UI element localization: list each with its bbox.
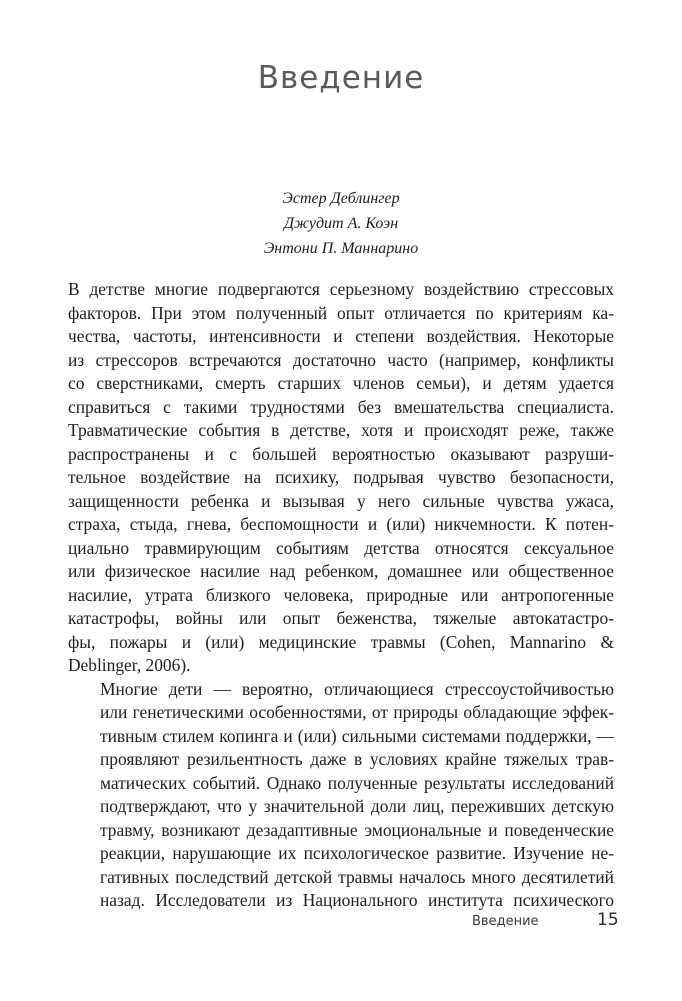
author-name: Джудит А. Коэн	[283, 215, 399, 232]
text-line: или физическое насилие над ребенком, домашнее или общественное	[68, 561, 614, 581]
text-line: защищенности ребенка и вызывая у него сильные чувства ужаса,	[68, 490, 614, 511]
text-line: чества, частоты, интенсивности и степени воздействия. Некоторые	[68, 326, 614, 346]
text-line: проявляют резильентность даже в условиях крайне тяжелых трав-	[100, 749, 614, 769]
paragraph	[68, 678, 614, 913]
text-line: распространены и с большей вероятностью оказывают разруши-	[68, 443, 614, 464]
text-line: страха, стыда, гнева, беспомощности и (или) никчемности. К потен-	[68, 514, 614, 534]
author-name: Энтони П. Маннарино	[263, 240, 419, 257]
text-line: циально травмирующим событиям детства относятся сексуальное	[68, 537, 614, 558]
text-line: катастрофы, войны или опыт беженства, тяжелые автокатастро-	[68, 608, 614, 628]
page-number: 15	[597, 910, 619, 930]
text-line: реакции, нарушающие их психологическое развитие. Изучение не-	[100, 843, 614, 863]
author-list	[0, 186, 682, 261]
running-footer-label: Введение	[472, 914, 539, 929]
text-line: со сверстниками, смерть старших членов семьи), и детям удается	[68, 373, 614, 393]
text-line: факторов. При этом полученный опыт отличается по критериям ка-	[68, 302, 614, 323]
text-line: матических событий. Однако полученные результаты исследований	[100, 772, 614, 793]
text-line: тельное воздействие на психику, подрывая чувство безопасности,	[68, 467, 614, 487]
text-line: подтверждают, что у значительной доли лиц, переживших детскую	[100, 796, 614, 816]
text-line: В детстве многие подвергаются серьезному воздействию стрессовых	[68, 279, 614, 299]
chapter-title: Введение	[257, 60, 425, 96]
text-line: или генетическими особенностями, от природы обладающие эффек-	[100, 702, 614, 722]
text-line: из стрессоров встречаются достаточно часто (например, конфликты	[68, 349, 614, 370]
text-line: Травматические события в детстве, хотя и происходят реже, также	[68, 420, 614, 440]
text-line: справиться с такими трудностями без вмешательства специалиста.	[68, 396, 614, 417]
body-text	[68, 278, 614, 913]
text-line: назад. Исследователи из Национального института психического	[100, 890, 614, 910]
text-line: травму, возникают дезадаптивные эмоциональные и поведенческие	[100, 819, 614, 840]
text-line: насилие, утрата близкого человека, природные или антропогенные	[68, 584, 614, 605]
text-line: Многие дети — вероятно, отличающиеся стрессоустойчивостью	[100, 678, 614, 699]
author-name: Эстер Деблингер	[282, 190, 400, 207]
paragraph	[68, 278, 614, 678]
text-line: Deblinger, 2006).	[68, 655, 191, 675]
text-line: гативных последствий детской травмы началось много десятилетий	[100, 866, 614, 887]
text-line: фы, пожары и (или) медицинские травмы (Cohen, Mannarino &	[68, 631, 614, 652]
text-line: тивным стилем копинга и (или) сильными системами поддержки, —	[100, 725, 614, 746]
